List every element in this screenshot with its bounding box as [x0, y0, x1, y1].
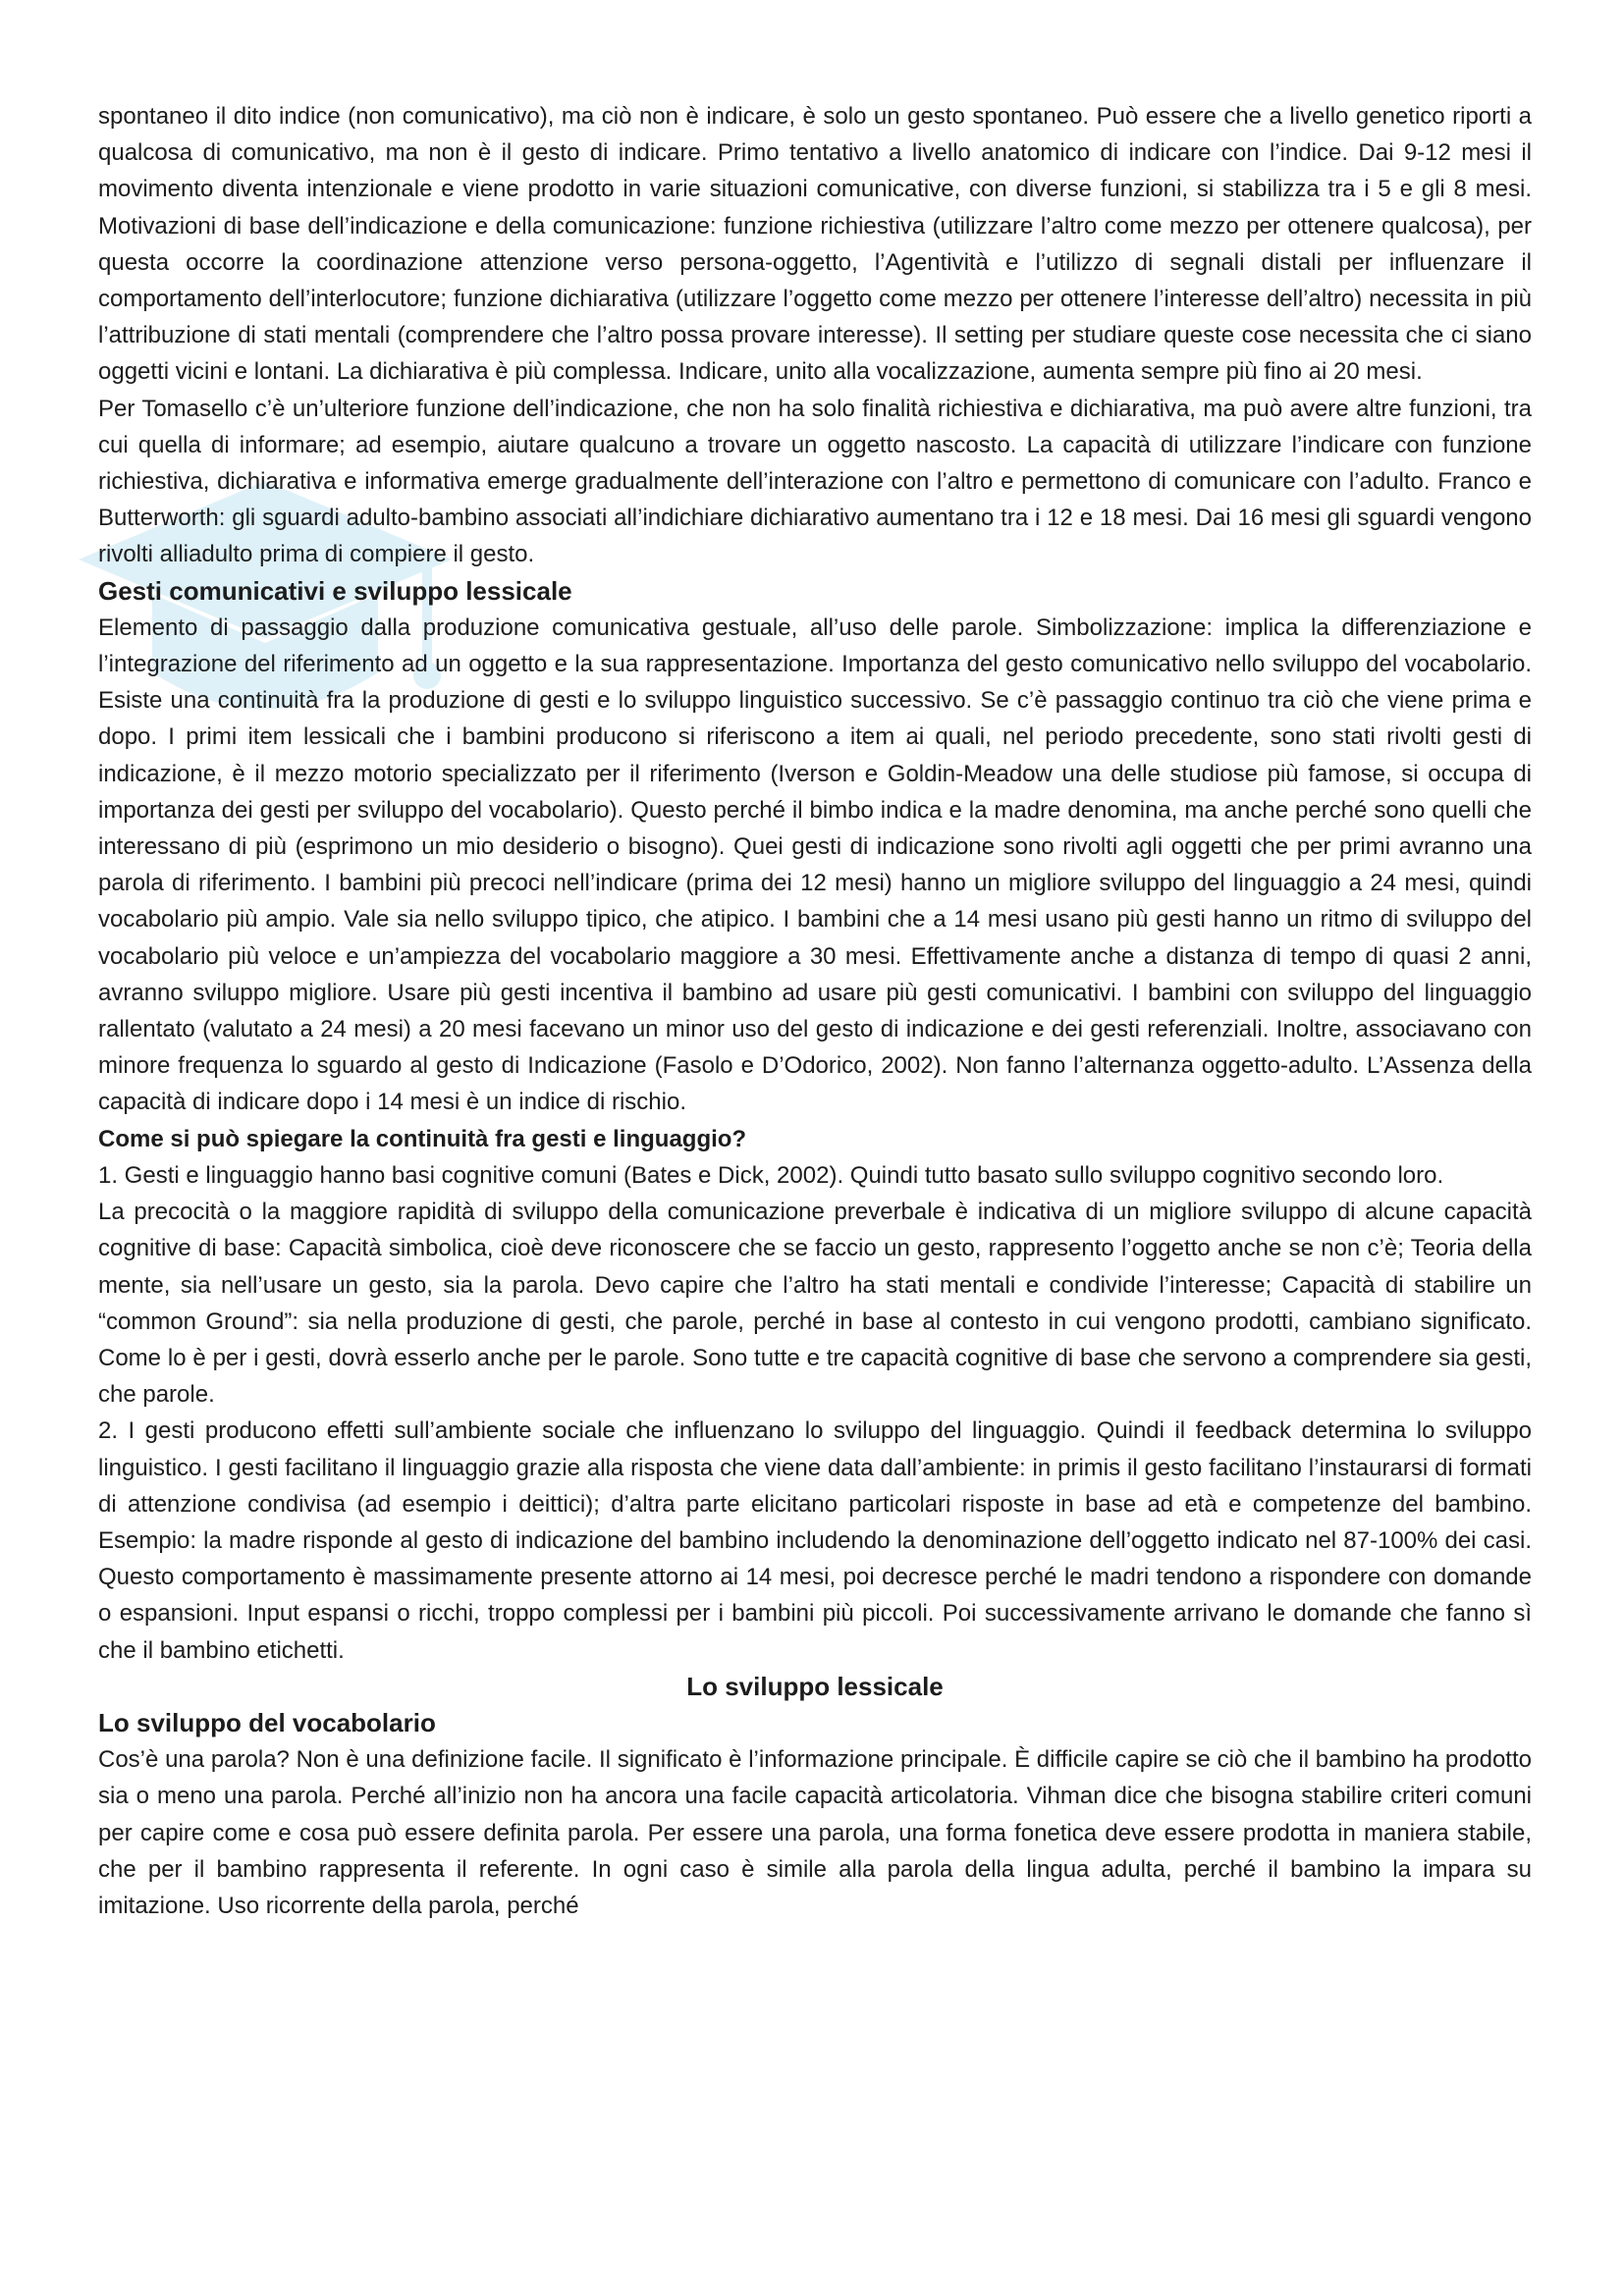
paragraph-precocita: La precocità o la maggiore rapidità di sviluppo della comunicazione preverbale è indicativa di un migliore sviluppo di alcune capacità cognitive di base: Capacità simbolica, cioè deve riconoscere che se faccio un gesto, rappresento l’oggetto anche se non c’è; Teoria della mente, sia nell’usare un gesto, sia la parola. Devo capire che l’altro ha stati mentali e condivide l’interesse; Capacità di stabilire un “common Ground”: sia nella produzione di gesti, che parole, perché in base al contesto in cui vengono prodotti, cambiano significato. Come lo è per i gesti, dovrà esserlo anche per le parole. Sono tutte e tre capacità cognitive di base che servono a comprendere sia gesti, che parole. — [98, 1199, 1532, 1409]
section-heading-vocabolario: Lo sviluppo del vocabolario — [98, 1707, 436, 1737]
paragraph-indicazione: spontaneo il dito indice (non comunicativo), ma ciò non è indicare, è solo un gesto spontaneo. Può essere che a livello genetico riporti a qualcosa di comunicativo, ma non è il gesto di indicare. Primo tentativo a livello anatomico di indicare con l’indice. Dai 9-12 mesi il movimento diventa intenzionale e viene prodotto in varie situazioni comunicative, con diverse funzioni, si stabilizza tra i 5 e gli 8 mesi. Motivazioni di base dell’indicazione e della comunicazione: funzione richiestiva (utilizzare l’altro come mezzo per ottenere qualcosa), per questa occorre la coordinazione attenzione verso persona-oggetto, l’Agentività e l’utilizzo di segnali distali per influenzare il comportamento dell’interlocutore; funzione dichiarativa (utilizzare l’oggetto come mezzo per ottenere l’interesse dell’altro) necessita in più l’attribuzione di stati mentali (comprendere che l’altro possa provare interesse). Il setting per studiare queste cose necessita che ci siano oggetti vicini e lontani. La dichiarativa è più complessa. Indicare, unito alla vocalizzazione, aumenta sempre più fino ai 20 mesi. — [98, 103, 1532, 386]
subheading-continuita: Come si può spiegare la continuità fra gesti e linguaggio? — [98, 1125, 747, 1152]
paragraph-parola: Cos’è una parola? Non è una definizione facile. Il significato è l’informazione principale. È difficile capire se ciò che il bambino ha prodotto sia o meno una parola. Perché all’inizio non ha ancora una facile capacità articolatoria. Vihman dice che bisogna stabilire criteri comuni per capire come e cosa può essere definita parola. Per essere una parola, una forma fonetica deve essere prodotta in maniera stabile, che per il bambino rappresenta il referente. In ogni caso è simile alla parola della lingua adulta, perché il bambino la impara su imitazione. Uso ricorrente della parola, perché — [98, 1746, 1532, 1919]
section-heading-sviluppo-lessicale: Lo sviluppo lessicale — [686, 1671, 944, 1701]
section-heading-gesti: Gesti comunicativi e sviluppo lessicale — [98, 575, 572, 606]
paragraph-basi-cognitive: 1. Gesti e linguaggio hanno basi cognitive comuni (Bates e Dick, 2002). Quindi tutto basato sullo sviluppo cognitivo secondo loro. — [98, 1161, 1444, 1189]
paragraph-gesti: Elemento di passaggio dalla produzione comunicativa gestuale, all’uso delle parole. Simbolizzazione: implica la differenziazione e l’integrazione del riferimento ad un oggetto e la sua rappresentazione. Importanza del gesto comunicativo nello sviluppo del vocabolario. Esiste una continuità fra la produzione di gesti e lo sviluppo linguistico successivo. Se c’è passaggio continuo tra ciò che viene prima e dopo. I primi item lessicali che i bambini producono si riferiscono a item ai quali, nel periodo precedente, sono stati rivolti gesti di indicazione, è il mezzo motorio specializzato per il riferimento (Iverson e Goldin-Meadow una delle studiose più famose, si occupa di importanza dei gesti per sviluppo del vocabolario). Questo perché il bimbo indica e la madre denomina, ma anche perché sono quelli che interessano di più (esprimono un mio desiderio o bisogno). Quei gesti di indicazione sono rivolti agli oggetti che per primi avranno una parola di riferimento. I bambini più precoci nell’indicare (prima dei 12 mesi) hanno un migliore sviluppo del linguaggio a 24 mesi, quindi vocabolario più ampio. Vale sia nello sviluppo tipico, che atipico. I bambini che a 14 mesi usano più gesti hanno un ritmo di sviluppo del vocabolario più veloce e un’ampiezza del vocabolario maggiore a 30 mesi. Effettivamente anche a distanza di tempo di quasi 2 anni, avranno sviluppo migliore. Usare più gesti incentiva il bambino ad usare più gesti comunicativi. I bambini con sviluppo del linguaggio rallentato (valutato a 24 mesi) a 20 mesi facevano un minor uso del gesto di indicazione e dei gesti referenziali. Inoltre, associavano con minore frequenza lo sguardo al gesto di Indicazione (Fasolo e D’Odorico, 2002). Non fanno l’alternanza oggetto-adulto. L’Assenza della capacità di indicare dopo i 14 mesi è un indice di rischio. — [98, 614, 1532, 1116]
paragraph-effetti-sociali: 2. I gesti producono effetti sull’ambiente sociale che influenzano lo sviluppo del linguaggio. Quindi il feedback determina lo sviluppo linguistico. I gesti facilitano il linguaggio grazie alla risposta che viene data dall’ambiente: in primis il gesto facilitano l’instaurarsi di formati di attenzione condivisa (ad esempio i deittici); d’altra parte elicitano particolari risposte in base ad età e competenze del bambino. Esempio: la madre risponde al gesto di indicazione del bambino includendo la denominazione dell’oggetto indicato nel 87-100% dei casi. Questo comportamento è massimamente presente attorno ai 14 mesi, poi decresce perché le madri tendono a rispondere con domande o espansioni. Input espansi o ricchi, troppo complessi per i bambini più piccoli. Poi successivamente arrivano le domande che fanno sì che il bambino etichetti. — [98, 1417, 1532, 1664]
paragraph-tomasello: Per Tomasello c’è un’ulteriore funzione dell’indicazione, che non ha solo finalità richiestiva e dichiarativa, ma può avere altre funzioni, tra cui quella di informare; ad esempio, aiutare qualcuno a trovare un oggetto nascosto. La capacità di utilizzare l’indicare con funzione richiestiva, dichiarativa e informativa emerge gradualmente dell’interazione con l’altro e permettono di comunicare con l’adulto. Franco e Butterworth: gli sguardi adulto-bambino associati all’indichiare dichiarativo aumentano tra i 12 e 18 mesi. Dai 16 mesi gli sguardi vengono rivolti alliadulto prima di compiere il gesto. — [98, 395, 1532, 568]
document-page — [98, 98, 1532, 1924]
